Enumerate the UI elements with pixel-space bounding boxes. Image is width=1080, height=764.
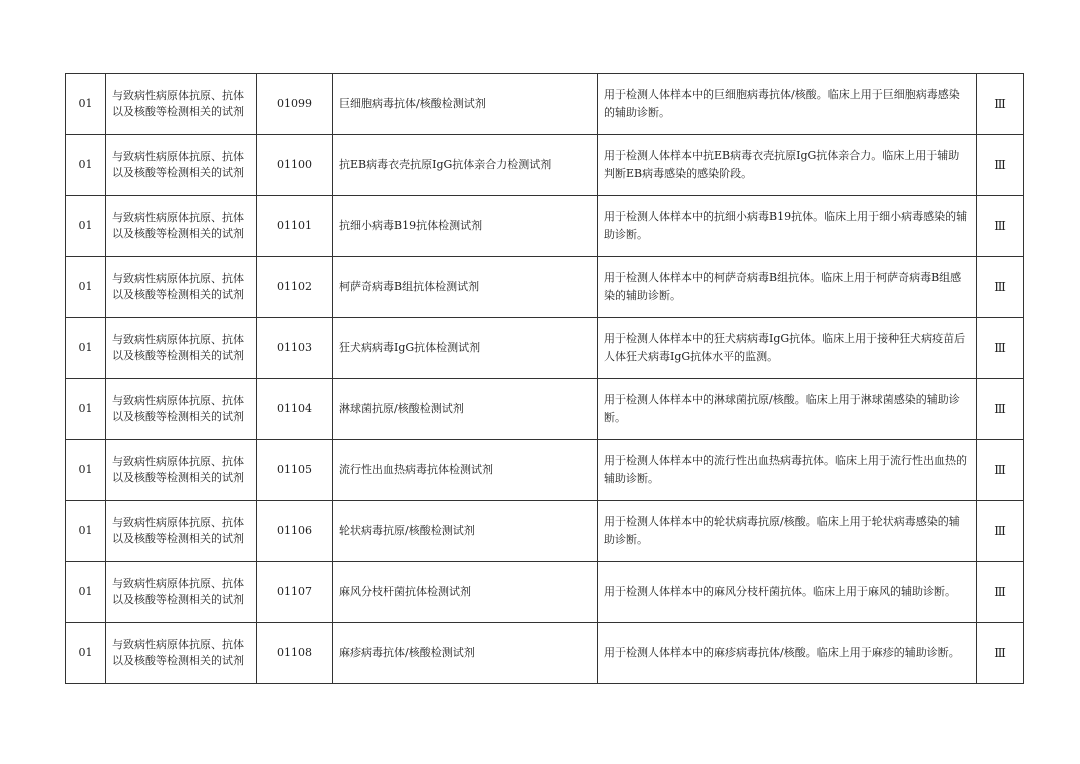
product-name-cell: 抗EB病毒衣壳抗原IgG抗体亲合力检测试剂: [333, 135, 598, 196]
description-cell: 用于检测人体样本中的狂犬病病毒IgG抗体。临床上用于接种狂犬病疫苗后人体狂犬病毒IgG抗体水平的监测。: [598, 318, 977, 379]
class-cell: Ⅲ: [977, 379, 1024, 440]
description-cell: 用于检测人体样本中的轮状病毒抗原/核酸。临床上用于轮状病毒感染的辅助诊断。: [598, 501, 977, 562]
category-cell: 01: [66, 318, 106, 379]
product-name-cell: 麻疹病毒抗体/核酸检测试剂: [333, 623, 598, 684]
code-cell: 01105: [257, 440, 333, 501]
table-row: [66, 196, 1024, 257]
category-cell: 01: [66, 74, 106, 135]
product-name-cell: 麻风分枝杆菌抗体检测试剂: [333, 562, 598, 623]
code-cell: 01099: [257, 74, 333, 135]
group-cell: 与致病性病原体抗原、抗体以及核酸等检测相关的试剂: [106, 74, 257, 135]
description-cell: 用于检测人体样本中的柯萨奇病毒B组抗体。临床上用于柯萨奇病毒B组感染的辅助诊断。: [598, 257, 977, 318]
description-cell: 用于检测人体样本中的巨细胞病毒抗体/核酸。临床上用于巨细胞病毒感染的辅助诊断。: [598, 74, 977, 135]
group-cell: 与致病性病原体抗原、抗体以及核酸等检测相关的试剂: [106, 379, 257, 440]
table-row: [66, 318, 1024, 379]
code-cell: 01101: [257, 196, 333, 257]
product-name-cell: 巨细胞病毒抗体/核酸检测试剂: [333, 74, 598, 135]
product-name-cell: 狂犬病病毒IgG抗体检测试剂: [333, 318, 598, 379]
table-row: [66, 501, 1024, 562]
table-row: [66, 257, 1024, 318]
table-row: [66, 135, 1024, 196]
description-cell: 用于检测人体样本中的流行性出血热病毒抗体。临床上用于流行性出血热的辅助诊断。: [598, 440, 977, 501]
category-cell: 01: [66, 257, 106, 318]
product-name-cell: 淋球菌抗原/核酸检测试剂: [333, 379, 598, 440]
table-row: [66, 74, 1024, 135]
product-name-cell: 流行性出血热病毒抗体检测试剂: [333, 440, 598, 501]
table-row: [66, 623, 1024, 684]
catalog-table-body: [66, 74, 1024, 684]
code-cell: 01108: [257, 623, 333, 684]
code-cell: 01107: [257, 562, 333, 623]
product-name-cell: 柯萨奇病毒B组抗体检测试剂: [333, 257, 598, 318]
group-cell: 与致病性病原体抗原、抗体以及核酸等检测相关的试剂: [106, 318, 257, 379]
product-name-cell: 抗细小病毒B19抗体检测试剂: [333, 196, 598, 257]
group-cell: 与致病性病原体抗原、抗体以及核酸等检测相关的试剂: [106, 257, 257, 318]
description-cell: 用于检测人体样本中的淋球菌抗原/核酸。临床上用于淋球菌感染的辅助诊断。: [598, 379, 977, 440]
class-cell: Ⅲ: [977, 257, 1024, 318]
class-cell: Ⅲ: [977, 440, 1024, 501]
category-cell: 01: [66, 379, 106, 440]
code-cell: 01102: [257, 257, 333, 318]
description-cell: 用于检测人体样本中的抗细小病毒B19抗体。临床上用于细小病毒感染的辅助诊断。: [598, 196, 977, 257]
category-cell: 01: [66, 501, 106, 562]
description-cell: 用于检测人体样本中的麻风分枝杆菌抗体。临床上用于麻风的辅助诊断。: [598, 562, 977, 623]
class-cell: Ⅲ: [977, 74, 1024, 135]
class-cell: Ⅲ: [977, 135, 1024, 196]
group-cell: 与致病性病原体抗原、抗体以及核酸等检测相关的试剂: [106, 623, 257, 684]
group-cell: 与致病性病原体抗原、抗体以及核酸等检测相关的试剂: [106, 562, 257, 623]
category-cell: 01: [66, 623, 106, 684]
category-cell: 01: [66, 440, 106, 501]
description-cell: 用于检测人体样本中的麻疹病毒抗体/核酸。临床上用于麻疹的辅助诊断。: [598, 623, 977, 684]
class-cell: Ⅲ: [977, 318, 1024, 379]
group-cell: 与致病性病原体抗原、抗体以及核酸等检测相关的试剂: [106, 135, 257, 196]
table-row: [66, 562, 1024, 623]
code-cell: 01103: [257, 318, 333, 379]
group-cell: 与致病性病原体抗原、抗体以及核酸等检测相关的试剂: [106, 196, 257, 257]
category-cell: 01: [66, 135, 106, 196]
product-name-cell: 轮状病毒抗原/核酸检测试剂: [333, 501, 598, 562]
class-cell: Ⅲ: [977, 196, 1024, 257]
group-cell: 与致病性病原体抗原、抗体以及核酸等检测相关的试剂: [106, 440, 257, 501]
code-cell: 01104: [257, 379, 333, 440]
table-row: [66, 379, 1024, 440]
code-cell: 01106: [257, 501, 333, 562]
category-cell: 01: [66, 562, 106, 623]
code-cell: 01100: [257, 135, 333, 196]
table-row: [66, 440, 1024, 501]
catalog-table: [65, 73, 1024, 684]
category-cell: 01: [66, 196, 106, 257]
description-cell: 用于检测人体样本中抗EB病毒衣壳抗原IgG抗体亲合力。临床上用于辅助判断EB病毒感染的感染阶段。: [598, 135, 977, 196]
class-cell: Ⅲ: [977, 501, 1024, 562]
class-cell: Ⅲ: [977, 623, 1024, 684]
class-cell: Ⅲ: [977, 562, 1024, 623]
group-cell: 与致病性病原体抗原、抗体以及核酸等检测相关的试剂: [106, 501, 257, 562]
